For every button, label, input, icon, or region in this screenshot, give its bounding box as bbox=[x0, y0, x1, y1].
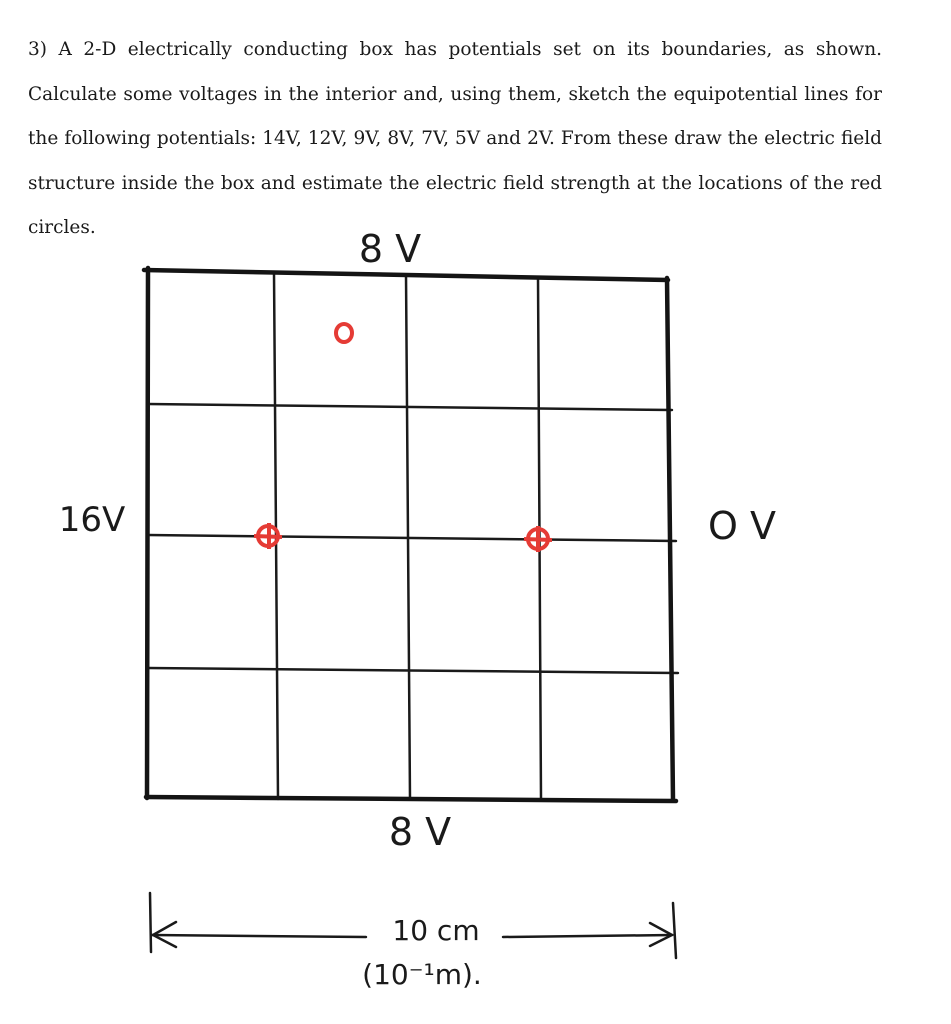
left-red-circle-marker bbox=[254, 523, 282, 549]
interior-grid bbox=[148, 273, 678, 799]
right-red-circle-marker bbox=[524, 526, 552, 552]
box-bottom-edge bbox=[146, 797, 676, 801]
right-boundary-label: O V bbox=[708, 504, 776, 548]
bottom-boundary-label: 8 V bbox=[388, 810, 452, 854]
dimension-line-right bbox=[503, 935, 672, 937]
dimension-right-tick bbox=[673, 903, 676, 958]
dimension-si-label: (10⁻¹m). bbox=[362, 958, 482, 991]
grid-horizontal-line bbox=[148, 668, 678, 673]
box-right-edge bbox=[667, 278, 673, 800]
dimension-line-left bbox=[152, 935, 366, 937]
grid-horizontal-line bbox=[148, 404, 672, 410]
dimension-label: 10 cm bbox=[392, 914, 480, 947]
upper-red-circle-marker bbox=[336, 324, 352, 342]
dimension-left-tick bbox=[150, 893, 151, 952]
top-boundary-label: 8 V bbox=[358, 227, 422, 271]
box-left-edge bbox=[147, 268, 148, 798]
grid-horizontal-line bbox=[148, 535, 676, 541]
problem-statement: 3) A 2-D electrically conducting box has potentials set on its boundaries, as shown. Calculate some voltages in the interior and, using them, sketch the equipotential lines for the following potentials: 14V, 12V, 9V, 8V, 7V, 5V and 2V. From these draw the electric field structure inside the box and estimate the electric field strength at the locations of the red circles. bbox=[28, 39, 882, 238]
left-boundary-label: 16V bbox=[58, 500, 126, 540]
field-locations bbox=[254, 324, 552, 552]
